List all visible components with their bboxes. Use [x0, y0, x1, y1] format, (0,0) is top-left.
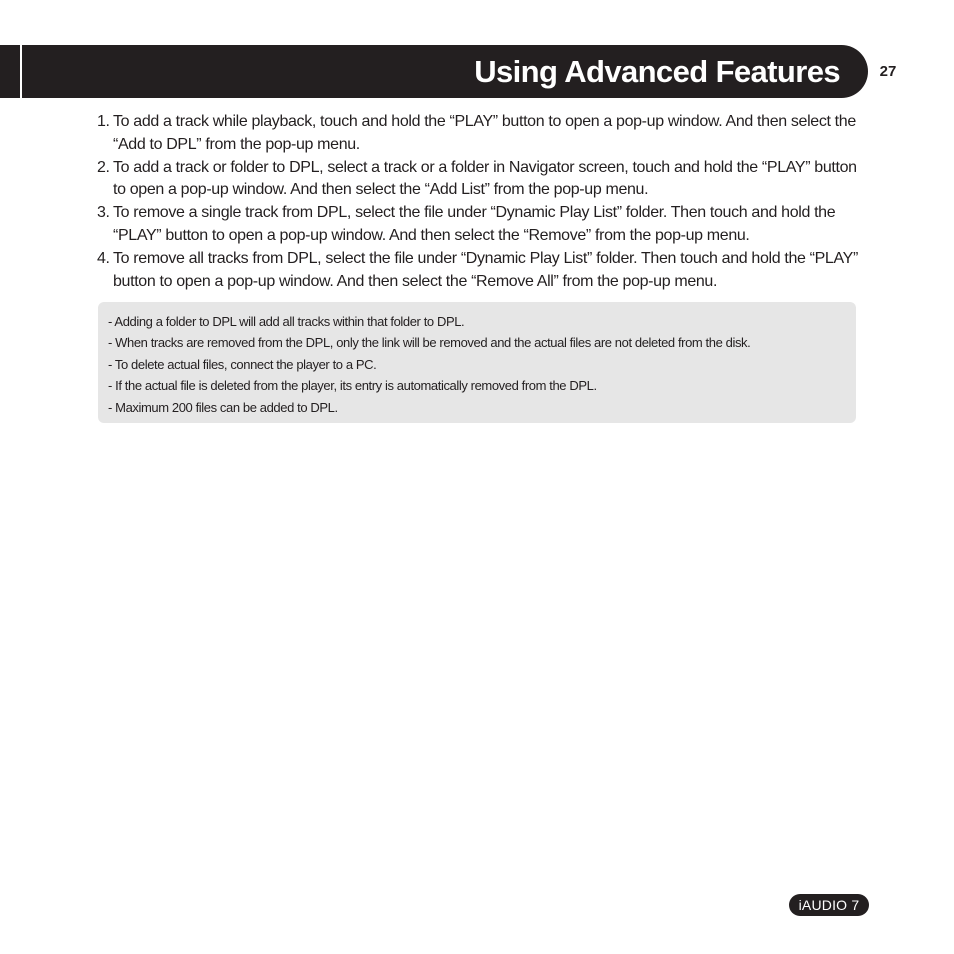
step-text: To add a track or folder to DPL, select a track or a folder in Navigator screen, touch and hold the “PLAY” button to open a pop-up window. And then select the “Add List” from the pop-up menu. [113, 158, 857, 199]
step-number: 2. [97, 158, 110, 176]
instruction-step [97, 157, 867, 203]
note-item: - When tracks are removed from the DPL, only the link will be removed and the actual files are not deleted from the disk. [108, 335, 751, 351]
note-item: - To delete actual files, connect the player to a PC. [108, 356, 377, 372]
note-item: - Maximum 200 files can be added to DPL. [108, 399, 338, 415]
step-number: 3. [97, 204, 110, 222]
page-title: Using Advanced Features [474, 54, 840, 89]
step-number: 4. [97, 249, 110, 267]
step-text: To add a track while playback, touch and hold the “PLAY” button to open a pop-up window. And then select the “Add to DPL” from the pop-up menu. [113, 113, 856, 153]
step-number: 1. [97, 113, 110, 130]
notes-box [98, 302, 856, 423]
instruction-step [97, 248, 867, 294]
note-item: - Adding a folder to DPL will add all tracks within that folder to DPL. [108, 314, 465, 329]
step-text: To remove a single track from DPL, select the file under “Dynamic Play List” folder. Then touch and hold the “PLAY” button to open a pop-up window. And then select the “Remove” from the pop-up menu. [113, 204, 836, 244]
instruction-list [97, 111, 867, 293]
header-divider [20, 45, 22, 98]
instruction-step [97, 111, 867, 157]
page-number: 27 [879, 63, 897, 80]
brand-badge: iAUDIO 7 [789, 894, 869, 916]
step-text: To remove all tracks from DPL, select the file under “Dynamic Play List” folder. Then touch and hold the “PLAY” button to open a pop-up window. And then select the “Remove All” from the pop-up menu. [113, 249, 858, 290]
instruction-step [97, 202, 867, 248]
note-item: - If the actual file is deleted from the player, its entry is automatically removed from the DPL. [108, 378, 597, 394]
